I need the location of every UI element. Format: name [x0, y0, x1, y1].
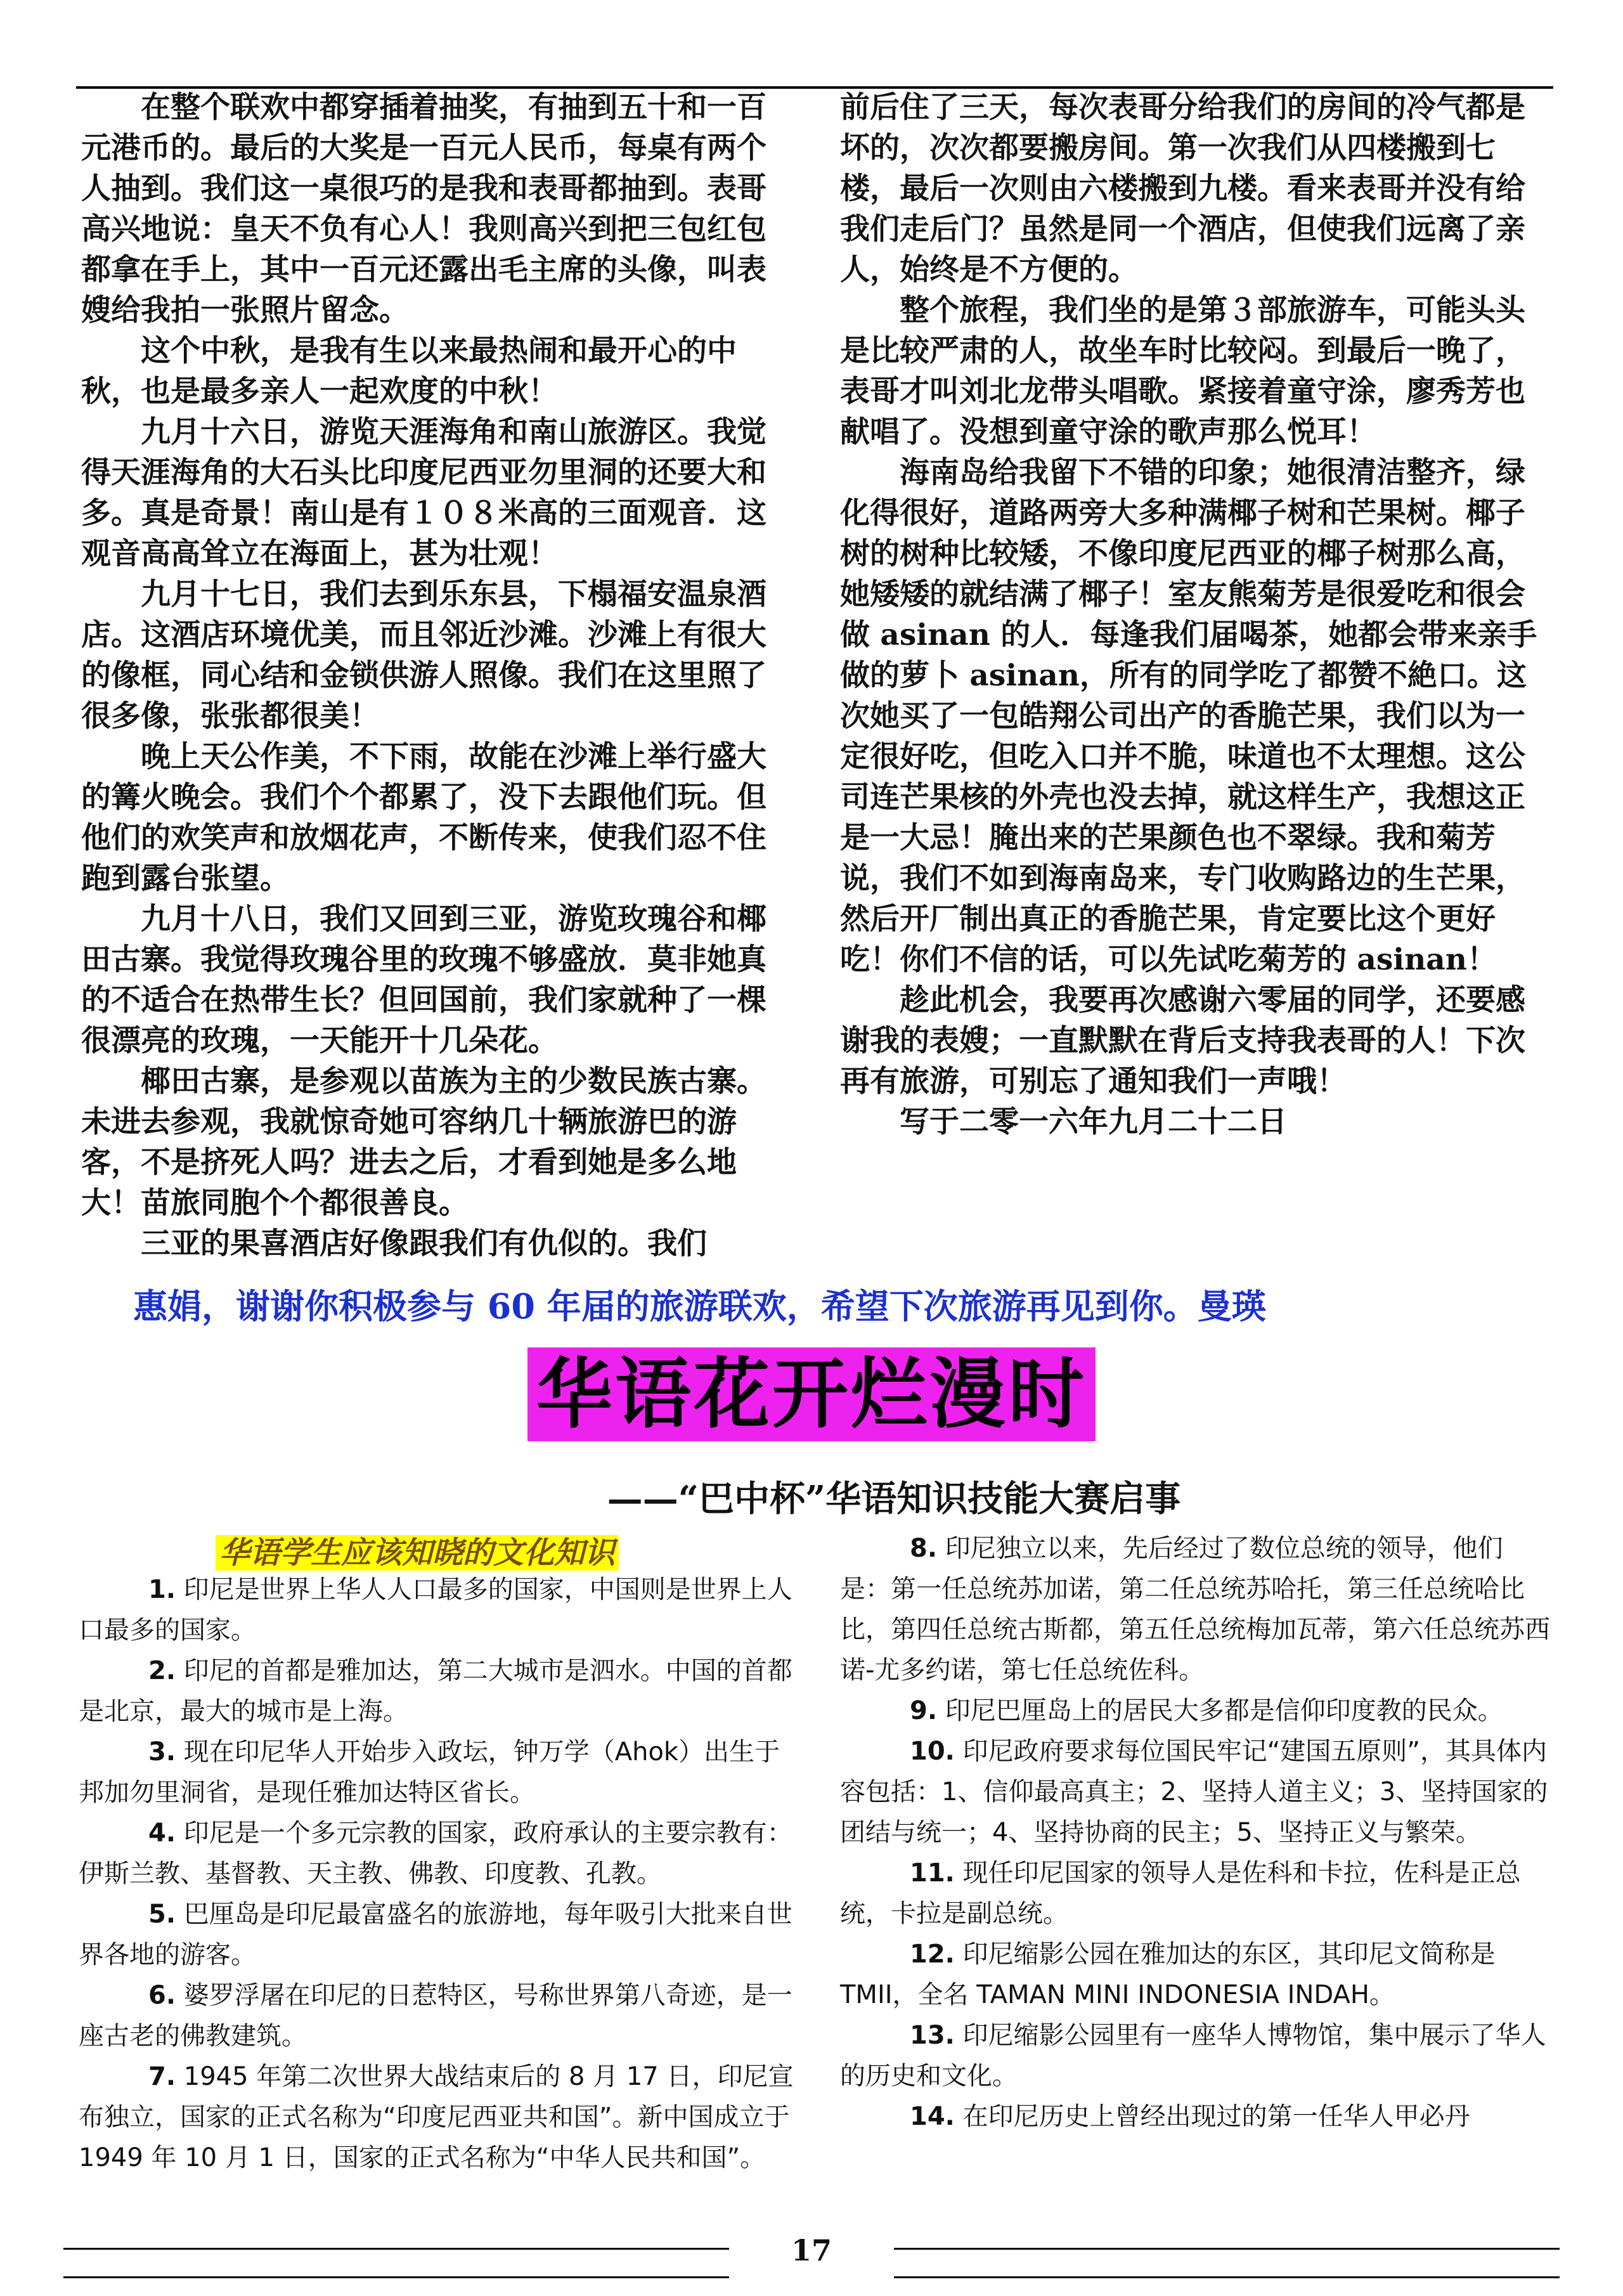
story-left-column	[81, 88, 779, 1264]
facts-left-column	[79, 1569, 795, 2178]
story-right-column	[840, 88, 1550, 1143]
fact-item	[840, 1528, 1550, 1690]
fact-text: 印尼是一个多元宗教的国家，政府承认的主要宗教有：伊斯兰教、基督教、天主教、佛教、印度教、孔教。	[79, 1819, 792, 1888]
thanks-note: 惠娟，谢谢你积极参与 60 年届的旅游联欢，希望下次旅游再见到你。曼瑛	[133, 1286, 1266, 1326]
fact-item	[79, 1732, 795, 1813]
section-heading: 华语学生应该知晓的文化知识	[216, 1535, 619, 1571]
fact-number: 12.	[910, 1940, 955, 1969]
fact-text: 印尼的首都是雅加达，第二大城市是泗水。中国的首都是北京，最大的城市是上海。	[79, 1656, 792, 1726]
fact-item	[79, 1813, 795, 1894]
story-paragraph: 晚上天公作美，不下雨，故能在沙滩上举行盛大的篝火晚会。我们个个都累了，没下去跟他们玩。但他们的欢笑声和放烟花声，不断传来，使我们忍不住跑到露台张望。	[81, 739, 766, 896]
fact-item	[79, 1569, 795, 1651]
fact-number: 5.	[148, 1900, 176, 1929]
fact-text: 现在印尼华人开始步入政坛，钟万学（Ahok）出生于邦加勿里洞省，是现任雅加达特区省长。	[79, 1737, 780, 1807]
fact-number: 13.	[910, 2021, 955, 2050]
fact-number: 7.	[148, 2062, 176, 2091]
story-paragraph: 整个旅程，我们坐的是第３部旅游车，可能头头是比较严肃的人，故坐车时比较闷。到最后一晚了，表哥才叫刘北龙带头唱歌。紧接着童守涂，廖秀芳也献唱了。没想到童守涂的歌声那么悦耳！	[840, 293, 1525, 450]
fact-number: 4.	[148, 1819, 176, 1848]
fact-item	[840, 1934, 1550, 2015]
story-paragraph: 前后住了三天，每次表哥分给我们的房间的冷气都是坏的，次次都要搬房间。第一次我们从四楼搬到七楼，最后一次则由六楼搬到九楼。看来表哥并没有给我们走后门？虽然是同一个酒店，但使我们远离了亲人，始终是不方便的。	[840, 90, 1525, 287]
story-paragraph: 九月十六日，游览天涯海角和南山旅游区。我觉得天涯海角的大石头比印度尼西亚勿里洞的还要大和多。真是奇景！南山是有１０８米高的三面观音．这观音高高耸立在海面上，甚为壮观！	[81, 415, 766, 571]
subtitle-text: ——“巴中杯”华语知识技能大赛启事	[607, 1478, 1181, 1520]
story-paragraph: 海南岛给我留下不错的印象；她很清洁整齐，绿化得很好，道路两旁大多种满椰子树和芒果树。椰子树的树种比较矮，不像印度尼西亚的椰子树那么高，她矮矮的就结满了椰子！室友熊菊芳是很爱吃和很会做 asinan 的人．每逢我们届喝茶，她都会带来亲手做的萝卜 asinan，所有的同学吃了都赞不絶口。这次她买了一包皓翔公司出产的香脆芒果，我们以为一定很好吃，但吃入口并不脆，味道也不太理想。这公司连芒果核的外壳也没去掉，就这样生产，我想这正是一大忌！腌出来的芒果颜色也不翠绿。我和菊芳说，我们不如到海南岛来，专门收购路边的生芒果，然后开厂制出真正的香脆芒果，肯定要比这个更好吃！你们不信的话，可以先试吃菊芳的 asinan！	[840, 455, 1537, 977]
fact-item	[840, 2096, 1550, 2137]
footer-rule-left-bottom	[63, 2276, 729, 2278]
story-paragraph: 这个中秋，是我有生以来最热闹和最开心的中秋，也是最多亲人一起欢度的中秋！	[81, 334, 737, 409]
story-paragraph: 椰田古寨，是参观以苗族为主的少数民族古寨。未进去参观，我就惊奇她可容纳几十辆旅游巴的游客，不是挤死人吗？进去之后，才看到她是多么地大！苗旅同胞个个都很善良。	[81, 1064, 766, 1221]
fact-text: 现任印尼国家的领导人是佐科和卡拉，佐科是正总统，卡拉是副总统。	[840, 1858, 1521, 1928]
fact-item	[79, 1894, 795, 1975]
page-number: 17	[791, 2233, 832, 2267]
footer-rule-right-bottom	[894, 2276, 1560, 2278]
facts-right-column	[840, 1528, 1550, 2137]
fact-text: 巴厘岛是印尼最富盛名的旅游地，每年吸引大批来自世界各地的游客。	[79, 1900, 792, 1969]
fact-item	[79, 2056, 795, 2178]
story-paragraph: 九月十七日，我们去到乐东县，下榻福安温泉酒店。这酒店环境优美，而且邻近沙滩。沙滩上有很大的像框，同心结和金锁供游人照像。我们在这里照了很多像，张张都很美！	[81, 577, 766, 734]
fact-number: 2.	[148, 1656, 176, 1685]
fact-item	[840, 1731, 1550, 1853]
fact-number: 1.	[148, 1575, 176, 1604]
fact-item	[840, 2015, 1550, 2096]
fact-text: 印尼缩影公园在雅加达的东区，其印尼文简称是 TMII，全名 TAMAN MINI INDONESIA INDAH。	[840, 1940, 1496, 2009]
title-wrap	[0, 1347, 1623, 1441]
feature-title: 华语花开烂漫时	[527, 1347, 1096, 1441]
fact-item	[79, 1651, 795, 1732]
fact-text: 印尼缩影公园里有一座华人博物馆，集中展示了华人的历史和文化。	[840, 2021, 1546, 2091]
fact-text: 印尼巴厘岛上的居民大多都是信仰印度教的民众。	[945, 1696, 1503, 1725]
fact-number: 11.	[910, 1858, 955, 1888]
story-paragraph: 三亚的果喜酒店好像跟我们有仇似的。我们	[141, 1226, 707, 1261]
fact-text: 印尼政府要求每位国民牢记“建国五原则”，其具体内容包括：1、信仰最高真主；2、坚持人道主义；3、坚持国家的团结与统一；4、坚持协商的民主；5、坚持正义与繁荣。	[840, 1737, 1548, 1847]
story-paragraph: 在整个联欢中都穿插着抽奖，有抽到五十和一百元港币的。最后的大奖是一百元人民币，每桌有两个人抽到。我们这一桌很巧的是我和表哥都抽到。表哥高兴地说：皇天不负有心人！我则高兴到把三包红包都拿在手上，其中一百元还露出毛主席的头像，叫表嫂给我拍一张照片留念。	[81, 90, 766, 328]
fact-number: 6.	[148, 1981, 176, 2010]
fact-number: 10.	[910, 1737, 955, 1766]
story-paragraph: 九月十八日，我们又回到三亚，游览玫瑰谷和椰田古寨。我觉得玫瑰谷里的玫瑰不够盛放．莫非她真的不适合在热带生长？但回国前，我们家就种了一棵很漂亮的玫瑰，一天能开十几朵花。	[81, 902, 766, 1058]
story-paragraph: 写于二零一六年九月二十二日	[900, 1105, 1287, 1139]
fact-number: 14.	[910, 2102, 955, 2131]
section-heading-wrap	[216, 1528, 619, 1572]
fact-item	[840, 1853, 1550, 1934]
fact-text: 印尼独立以来，先后经过了数位总统的领导，他们是：第一任总统苏加诺，第二任总统苏哈托，第三任总统哈比比，第四任总统古斯都，第五任总统梅加瓦蒂，第六任总统苏西诺-尤多约诺，第七任总统佐科。	[840, 1534, 1550, 1685]
fact-number: 3.	[148, 1737, 176, 1767]
fact-text: 婆罗浮屠在印尼的日惹特区，号称世界第八奇迹，是一座古老的佛教建筑。	[79, 1981, 792, 2051]
fact-number: 9.	[910, 1696, 938, 1725]
story-paragraph: 趁此机会，我要再次感谢六零届的同学，还要感谢我的表嫂；一直默默在背后支持我表哥的人！下次再有旅游，可别忘了通知我们一声哦！	[840, 983, 1525, 1099]
fact-number: 8.	[910, 1534, 938, 1563]
fact-item	[840, 1690, 1550, 1731]
fact-text: 印尼是世界上华人人口最多的国家，中国则是世界上人口最多的国家。	[79, 1575, 792, 1645]
fact-text: 1945 年第二次世界大战结束后的 8 月 17 日，印尼宣布独立，国家的正式名称为“印度尼西亚共和国”。新中国成立于 1949 年 10 月 1 日，国家的正式名称为“中华人民共和国”。	[79, 2062, 794, 2172]
fact-item	[79, 1975, 795, 2056]
feature-subtitle	[0, 1471, 1623, 1522]
fact-text: 在印尼历史上曾经出现过的第一任华人甲必丹	[962, 2102, 1470, 2131]
